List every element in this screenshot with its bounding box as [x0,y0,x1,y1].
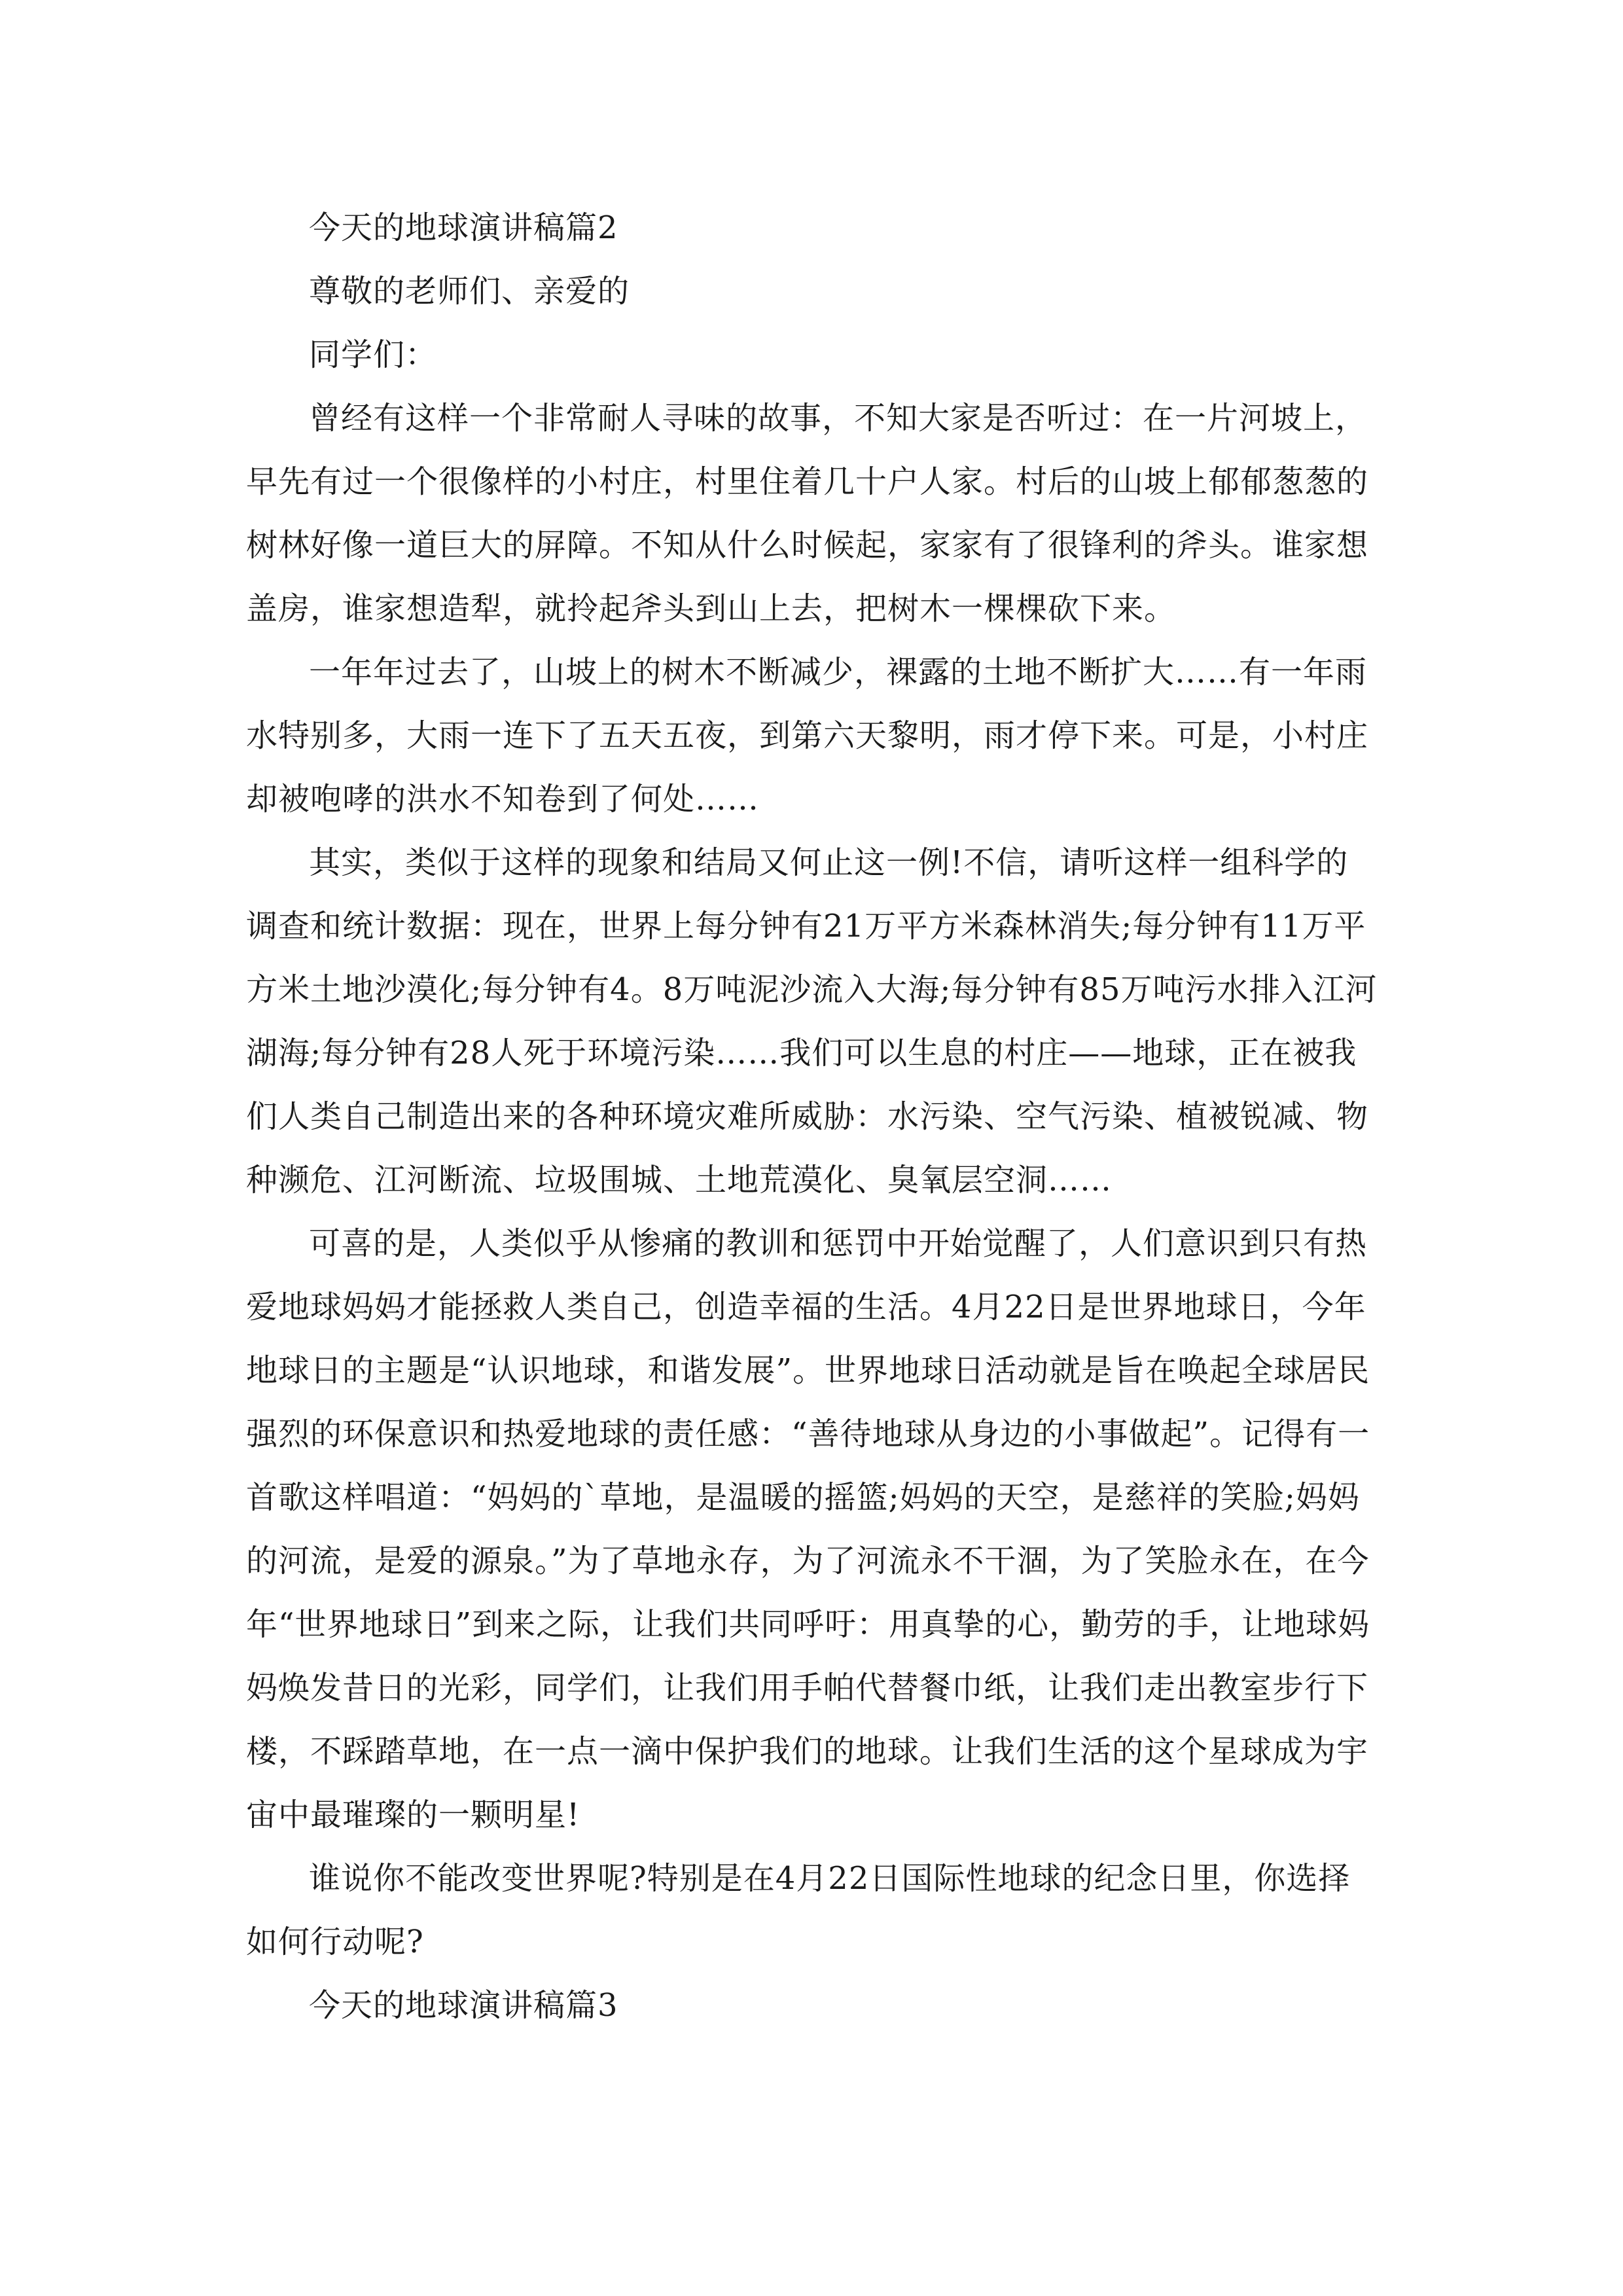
paragraph-earth-day: 可喜的是，人类似乎从惨痛的教训和惩罚中开始觉醒了，人们意识到只有热爱地球妈妈才能拯救人类自己，创造幸福的生活。4月22日是世界地球日，今年地球日的主题是“认识地球，和谐发展”。世界地球日活动就是旨在唤起全球居民强烈的环保意识和热爱地球的责任感：“善待地球从身边的小事做起”。记得有一首歌这样唱道：“妈妈的`草地，是温暖的摇篮;妈妈的天空，是慈祥的笑脸;妈妈的河流，是爱的源泉。”为了草地永存，为了河流永不干涸，为了笑脸永在，在今年“世界地球日”到来之际，让我们共同呼吁：用真挚的心，勤劳的手，让地球妈妈焕发昔日的光彩，同学们，让我们用手帕代替餐巾纸，让我们走出教室步行下楼，不踩踏草地，在一点一滴中保护我们的地球。让我们生活的这个星球成为宇宙中最璀璨的一颗明星! [246,1225,1370,1833]
section-heading-3: 今天的地球演讲稿篇3 [309,1987,618,2024]
salutation-line-2: 同学们： [309,336,438,373]
paragraph-statistics: 其实，类似于这样的现象和结局又何止这一例!不信，请听这样一组科学的调查和统计数据：现在，世界上每分钟有21万平方米森林消失;每分钟有11万平方米土地沙漠化;每分钟有4。8万吨泥沙流入大海;每分钟有85万吨污水排入江河湖海;每分钟有28人死于环境污染……我们可以生息的村庄——地球，正在被我们人类自己制造出来的各种环境灾难所威胁：水污染、空气污染、植被锐减、物种濒危、江河断流、垃圾围城、土地荒漠化、臭氧层空洞…… [246,844,1378,1198]
paragraph-question: 谁说你不能改变世界呢?特别是在4月22日国际性地球的纪念日里，你选择如何行动呢? [246,1860,1351,1960]
paragraph-story: 曾经有这样一个非常耐人寻味的故事，不知大家是否听过：在一片河坡上，早先有过一个很像样的小村庄，村里住着几十户人家。村后的山坡上郁郁葱葱的树林好像一道巨大的屏障。不知从什么时候起，家家有了很锋利的斧头。谁家想盖房，谁家想造犁，就拎起斧头到山上去，把树木一棵棵砍下来。 [246,400,1369,627]
paragraph-flood: 一年年过去了，山坡上的树木不断减少，裸露的土地不断扩大……有一年雨水特别多，大雨一连下了五天五夜，到第六天黎明，雨才停下来。可是，小村庄却被咆哮的洪水不知卷到了何处…… [246,654,1369,817]
section-heading-2: 今天的地球演讲稿篇2 [309,209,618,246]
document-body [246,196,1378,2037]
salutation-line-1: 尊敬的老师们、亲爱的 [309,273,630,310]
